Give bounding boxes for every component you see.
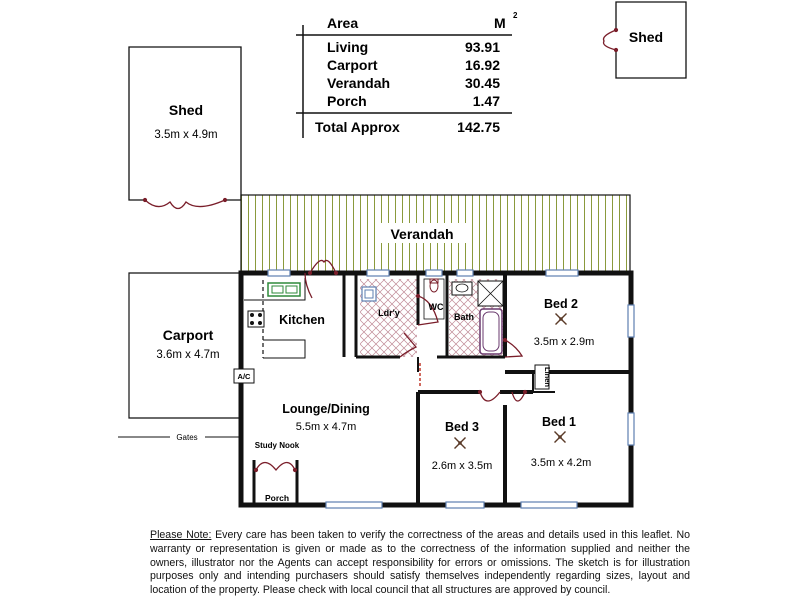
laundry-tub-icon <box>362 287 376 301</box>
study-nook-label: Study Nook <box>254 441 300 450</box>
verandah <box>241 195 630 273</box>
gates <box>118 433 241 442</box>
shed-large-label: Shed <box>168 102 204 118</box>
ac-unit <box>234 369 254 383</box>
bed1-dims: 3.5m x 4.2m <box>530 457 592 469</box>
lounge-dims: 5.5m x 4.7m <box>295 421 357 433</box>
table-row-value: 1.47 <box>472 93 500 109</box>
ceiling-fan-bed3-icon <box>454 437 466 449</box>
linen-cupboard <box>535 365 552 389</box>
shed-large-door-icon <box>145 200 225 209</box>
bed2-label: Bed 2 <box>543 297 579 311</box>
shed-small-label: Shed <box>628 29 664 45</box>
disclaimer <box>150 529 690 598</box>
shed-large <box>129 47 241 209</box>
sink-icon <box>268 283 300 296</box>
ac-label: A/C <box>237 372 251 381</box>
table-row-label: Living <box>327 39 369 55</box>
gates-label: Gates <box>176 433 198 442</box>
carport-label: Carport <box>162 327 214 343</box>
shed-small-door-icon <box>604 30 617 50</box>
ceiling-fan-bed1-icon <box>554 431 566 443</box>
table-header-label: Area <box>327 15 359 31</box>
table-row-value: 16.92 <box>464 57 500 73</box>
table-total-label: Total Approx <box>315 119 400 135</box>
table-row-value: 93.91 <box>464 39 500 55</box>
cooktop-icon <box>248 311 264 327</box>
porch-door-icon <box>256 463 295 471</box>
laundry-label: Ldr'y <box>378 308 400 318</box>
wc-label: WC <box>428 302 444 312</box>
bed1-label: Bed 1 <box>541 415 577 429</box>
table-row-value: 30.45 <box>464 75 500 91</box>
carport-dims: 3.6m x 4.7m <box>156 349 220 361</box>
shed-small <box>604 2 687 78</box>
table-row-label: Carport <box>327 57 378 73</box>
kitchen-label: Kitchen <box>279 313 325 327</box>
table-total-value: 142.75 <box>457 119 500 135</box>
shed-large-dims: 3.5m x 4.9m <box>154 129 218 141</box>
ceiling-fan-bed2-icon <box>555 313 567 325</box>
porch-label: Porch <box>264 493 290 503</box>
bed3-door-icon <box>480 392 500 401</box>
bed3-label: Bed 3 <box>444 420 480 434</box>
table-header-unit-sup: 2 <box>513 11 518 20</box>
linen-label: Linen <box>543 367 552 387</box>
lounge-label: Lounge/Dining <box>282 402 370 416</box>
disclaimer-lead: Please Note: <box>150 529 212 541</box>
bath-label: Bath <box>454 312 474 322</box>
table-row-label: Porch <box>327 93 367 109</box>
disclaimer-text: Every care has been taken to verify the correctness of the areas and details used in this leaflet. No warranty or representation is given or made as to the correctness of the information supplied and neither the owners, illustrator nor the Agents can accept responsibility for errors or omissions. The sketch is for illustration purposes only and intending purchasers should satisfy themselves independently regarding sizes, layout and location of the property. Please check with local council that all structures are approved by council. <box>150 529 691 597</box>
area-table <box>296 11 518 138</box>
bed2-dims: 3.5m x 2.9m <box>533 336 595 348</box>
bed3-dims: 2.6m x 3.5m <box>431 460 493 472</box>
verandah-label: Verandah <box>390 226 454 242</box>
carport <box>129 273 241 418</box>
table-row-label: Verandah <box>327 75 391 91</box>
table-header-unit: M <box>494 15 506 31</box>
